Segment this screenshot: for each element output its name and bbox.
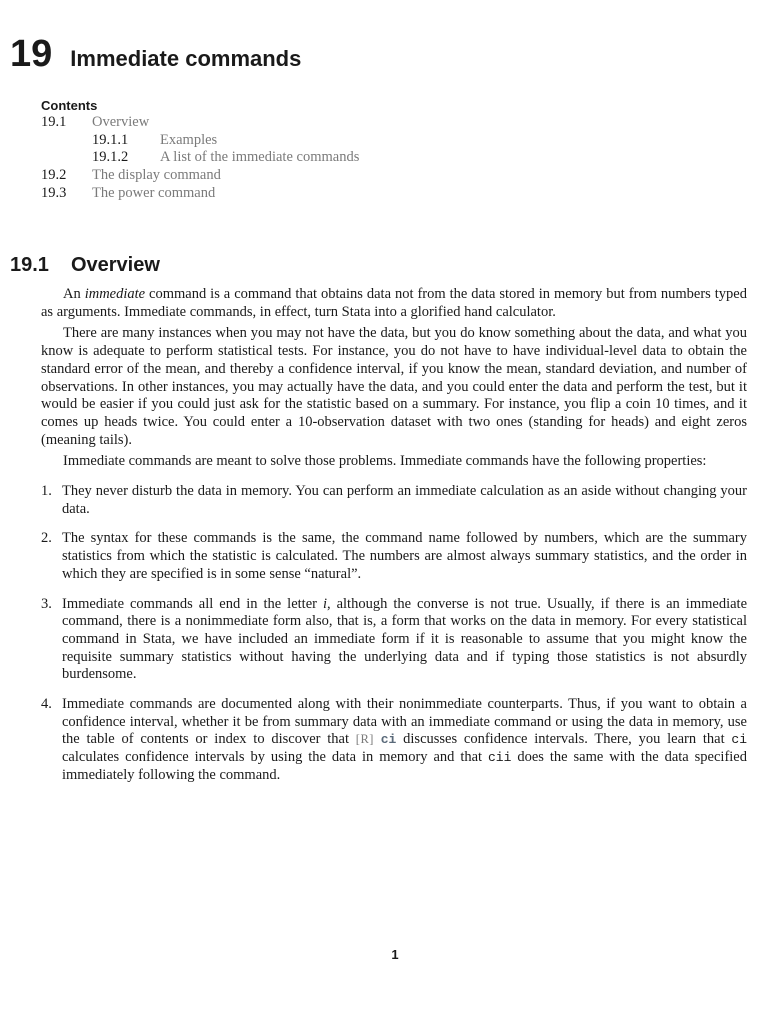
toc-link-immediate-list[interactable]: A list of the immediate commands: [160, 149, 360, 166]
list-item-text: does the same with the data specified immediately following the command.: [62, 749, 747, 783]
toc-entry[interactable]: [41, 149, 461, 167]
page-number: 1: [391, 947, 399, 962]
chapter-number: 19: [10, 33, 53, 75]
list-item-number: 4.: [41, 696, 52, 713]
list-item-text: , although the converse is not true. Usually, if there is an immediate command, there is a nonimmediate form also, that is, a form that works on the data in memory. For every statistical command in Stata, we have included an immediate form if it is reasonable to assume that you might know the requisite summary statistics without having the underlying data and if typing those statistics is not absurdly burdensome.: [62, 595, 747, 683]
command-ci: ci: [731, 732, 748, 748]
toc-entry-number: 19.3: [41, 184, 67, 201]
list-item-text: They never disturb the data in memory. You can perform an immediate calculation as an aside without changing your data.: [62, 483, 747, 517]
toc-link-overview[interactable]: Overview: [92, 114, 150, 130]
toc-entry-number: 19.1.1: [92, 131, 129, 148]
emphasis-immediate: immediate: [84, 286, 146, 302]
list-item-text: calculates confidence intervals by using the data in memory and that: [62, 749, 488, 766]
list-item-text: The syntax for these commands is the same, the command name followed by numbers, which are the summary statistics from which the statistic is calculated. The numbers are almost always summary statistics, and the order in which they are specified is in some sense “natural”.: [62, 530, 747, 582]
toc-entry[interactable]: [41, 114, 461, 132]
toc-link-display-command[interactable]: The display command: [92, 167, 221, 184]
section-body: [41, 286, 747, 797]
paragraph: Immediate commands are meant to solve those problems. Immediate commands have the following properties:: [63, 453, 707, 470]
toc-entry[interactable]: [41, 185, 461, 203]
chapter-title: Immediate commands: [70, 46, 302, 71]
toc-entry-number: 19.2: [41, 167, 67, 184]
command-cii: cii: [488, 750, 512, 766]
list-item-number: 3.: [41, 595, 52, 612]
chapter-heading: [10, 30, 301, 78]
paragraph: There are many instances when you may not have the data, but you do know something about the data, and what you know is adequate to perform statistical tests. For instance, you do not have to have individual-level data to obtain the standard error of the mean, and thereby a confidence interval, if you know the mean, standard deviation, and number of observations. In other instances, you may actually have the data, and you could enter the data and perform the test, but it would be easier if you could just ask for the statistic based on a summary. For instance, you flip a coin 10 times, and it comes up heads twice. You could enter a 10-observation dataset with two ones (standing for heads) and eight zeros (meaning tails).: [41, 325, 747, 448]
toc-entry-number: 19.1.2: [92, 149, 129, 166]
table-of-contents: [41, 97, 461, 202]
toc-entry-number: 19.1: [41, 114, 67, 130]
paragraph: [41, 286, 747, 321]
section-heading: [10, 252, 160, 278]
paragraph-text: command is a command that obtains data not from the data stored in memory but from numbers typed as arguments. Immediate commands, in effect, turn Stata into a glorified hand calculator.: [41, 286, 747, 320]
manual-reference-link[interactable]: [R]: [355, 732, 374, 747]
list-item: [41, 696, 747, 785]
list-item-text: Immediate commands are documented along with their nonimmediate counterparts. Thus, if you want to obtain a confidence interval, whether it be from summary data with an immediate command or using the data in memory, use the table of contents or index to discover that: [62, 696, 747, 748]
toc-link-examples[interactable]: Examples: [160, 131, 218, 148]
toc-link-power-command[interactable]: The power command: [92, 184, 216, 201]
contents-heading: Contents: [41, 98, 98, 113]
letter-i: i: [322, 595, 327, 612]
list-item: [41, 596, 747, 685]
list-item-text: discusses confidence intervals. There, you learn that: [396, 731, 732, 748]
list-item-number: 2.: [41, 530, 52, 547]
toc-entry[interactable]: [41, 132, 461, 150]
toc-entry[interactable]: [41, 167, 461, 185]
list-item: [41, 483, 747, 518]
paragraph-text: An: [63, 286, 85, 302]
section-title: Overview: [70, 254, 160, 276]
ci-reference-link[interactable]: ci: [380, 732, 397, 748]
list-item: [41, 530, 747, 583]
list-item-text: Immediate commands all end in the letter: [62, 595, 323, 612]
section-number: 19.1: [10, 254, 49, 276]
properties-list: [41, 483, 747, 785]
list-item-number: 1.: [41, 483, 52, 500]
